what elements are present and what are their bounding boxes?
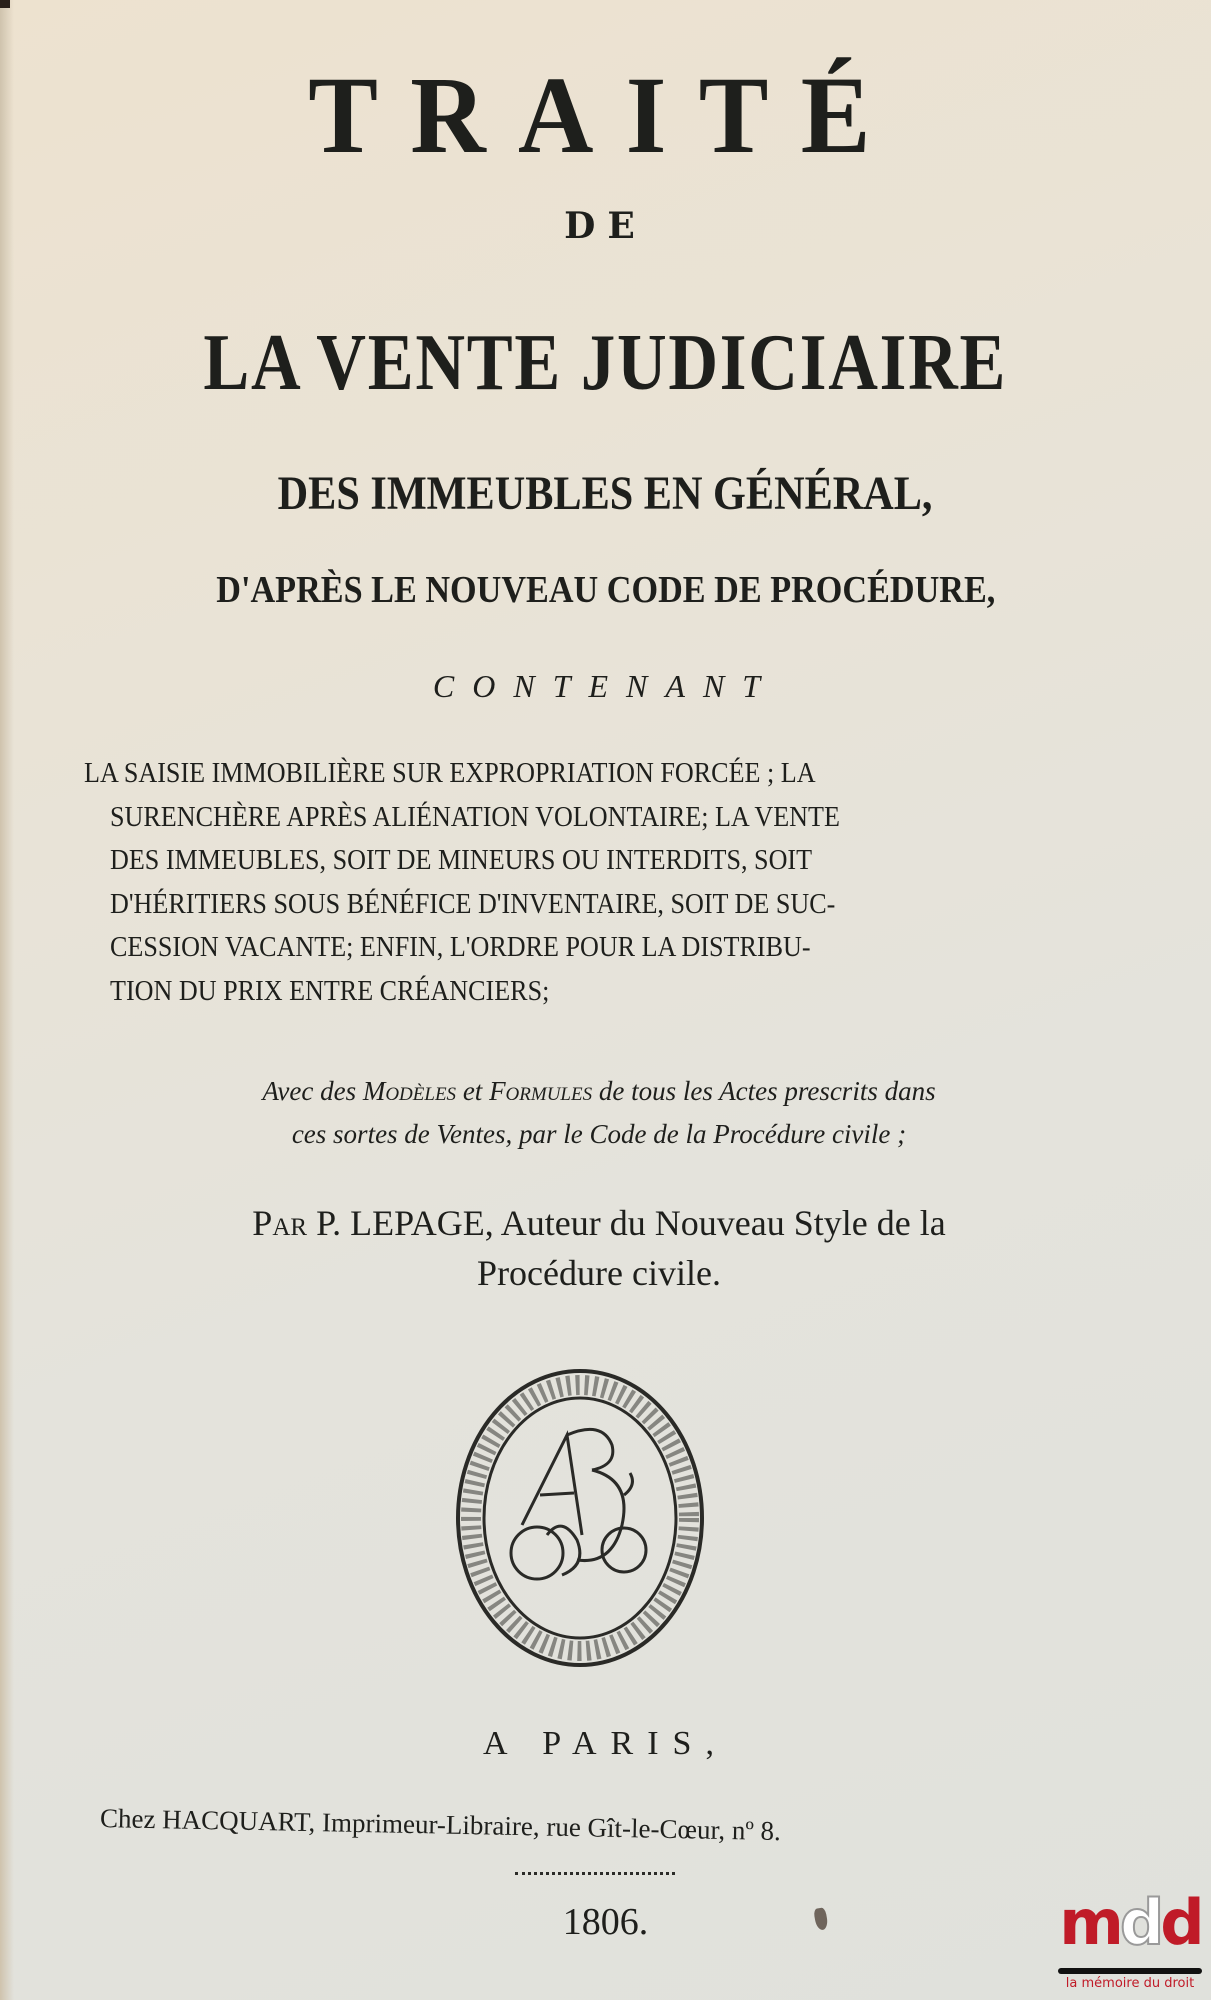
avec-line-1: Avec des Modèles et Formules de tous les Actes prescrits dans: [262, 1076, 936, 1106]
contents-line: SURENCHÈRE APRÈS ALIÉNATION VOLONTAIRE; LA VENTE: [110, 800, 840, 833]
contents-heading: CONTENANT: [432, 668, 779, 704]
corner-binding-mark: [0, 0, 10, 8]
contents-line: D'HÉRITIERS SOUS BÉNÉFICE D'INVENTAIRE, SOIT DE SUC-: [110, 887, 836, 920]
mdd-watermark-logo: [1052, 1888, 1208, 1996]
author-line-2: Procédure civile.: [477, 1253, 721, 1293]
book-title: TRAITÉ: [308, 54, 903, 176]
logo-underline: [1058, 1968, 1202, 1974]
contents-line: DES IMMEUBLES, SOIT DE MINEURS OU INTERDITS, SOIT: [110, 844, 813, 876]
subtitle-line-2-text: DES IMMEUBLES EN GÉNÉRAL,: [278, 467, 933, 520]
subtitle-line-3-text: D'APRÈS LE NOUVEAU CODE DE PROCÉDURE,: [215, 569, 996, 611]
publisher-imprint: Chez HACQUART, Imprimeur-Libraire, rue Gît-le-Cœur, nº 8.: [99, 1803, 782, 1847]
author-credit: [84, 1198, 1114, 1298]
subtitle-line-2: [0, 466, 1211, 521]
avec-line-2: ces sortes de Ventes, par le Code de la Procédure civile ;: [291, 1119, 907, 1149]
logo-tagline: la mémoire du droit: [1065, 1976, 1195, 1991]
book-subtitle: [0, 318, 1211, 409]
page-gutter-shadow: [0, 0, 14, 2000]
publication-year: 1806.: [562, 1901, 649, 1943]
mdd-logo-icon: mdd: [1059, 1886, 1201, 1959]
book-subtitle-text: LA VENTE JUDICIAIRE: [203, 319, 1008, 407]
title-connector: DE: [564, 205, 647, 247]
printer-monogram-icon: [452, 1365, 708, 1671]
subtitle-line-3: [0, 568, 1211, 612]
author-name: P. LEPAGE: [307, 1203, 485, 1243]
contents-description: [84, 752, 1114, 1013]
contents-line: LA SAISIE IMMOBILIÈRE SUR EXPROPRIATION FORCÉE ; LA: [84, 757, 816, 789]
models-and-formulas-note: [84, 1070, 1114, 1156]
contents-line: CESSION VACANTE; ENFIN, L'ORDRE POUR LA DISTRIBU-: [110, 931, 811, 963]
place-of-publication: A PARIS,: [483, 1725, 728, 1762]
ornamental-rule: [515, 1872, 675, 1875]
author-line-1: Par P. LEPAGE, Auteur du Nouveau Style de la: [252, 1203, 946, 1243]
contents-line: TION DU PRIX ENTRE CRÉANCIERS;: [110, 974, 550, 1007]
